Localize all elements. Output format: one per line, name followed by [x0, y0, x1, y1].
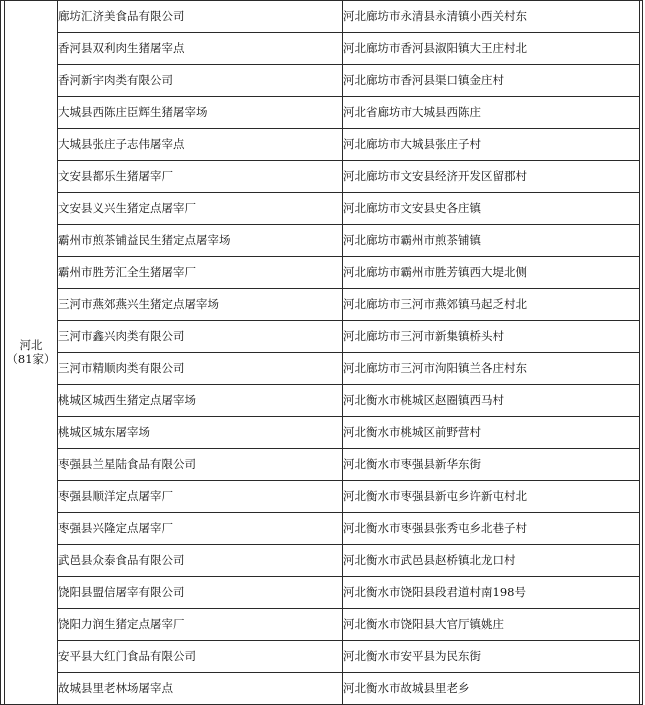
company-name-cell: 三河市精顺肉类有限公司: [58, 353, 343, 385]
company-name-cell: 大城县西陈庄臣辉生猪屠宰场: [58, 97, 343, 129]
company-address-cell: 河北廊坊市香河县渠口镇金庄村: [343, 65, 640, 97]
table-row: [1, 1, 643, 33]
table-row: [1, 545, 643, 577]
table-row: [1, 417, 643, 449]
company-address-cell: 河北廊坊市文安县经济开发区留郡村: [343, 161, 640, 193]
table-row: [1, 641, 643, 673]
company-name-cell: 枣强县兴隆定点屠宰厂: [58, 513, 343, 545]
table-row: [1, 193, 643, 225]
table-row: [1, 513, 643, 545]
company-address-cell: 河北衡水市枣强县新华东街: [343, 449, 640, 481]
table-row: [1, 161, 643, 193]
company-name-cell: 枣强县顺洋定点屠宰厂: [58, 481, 343, 513]
company-name-cell: 文安县都乐生猪屠宰厂: [58, 161, 343, 193]
company-name-cell: 霸州市胜芳汇全生猪屠宰厂: [58, 257, 343, 289]
table-row: [1, 449, 643, 481]
company-address-cell: 河北衡水市故城县里老乡: [343, 673, 640, 705]
company-address-cell: 河北衡水市枣强县张秀屯乡北巷子村: [343, 513, 640, 545]
right-margin-cell: [640, 1, 643, 705]
company-address-cell: 河北廊坊市霸州市煎茶铺镇: [343, 225, 640, 257]
table-row: [1, 257, 643, 289]
company-address-cell: 河北廊坊市永清县永清镇小西关村东: [343, 1, 640, 33]
company-address-cell: 河北廊坊市香河县淑阳镇大王庄村北: [343, 33, 640, 65]
company-name-cell: 安平县大红门食品有限公司: [58, 641, 343, 673]
table-row: [1, 289, 643, 321]
company-name-cell: 霸州市煎茶铺益民生猪定点屠宰场: [58, 225, 343, 257]
company-name-cell: 文安县义兴生猪定点屠宰厂: [58, 193, 343, 225]
company-address-cell: 河北衡水市饶阳县大官厅镇姚庄: [343, 609, 640, 641]
table-row: [1, 65, 643, 97]
company-address-cell: 河北衡水市桃城区前野营村: [343, 417, 640, 449]
company-address-cell: 河北廊坊市大城县张庄子村: [343, 129, 640, 161]
company-name-cell: 故城县里老林场屠宰点: [58, 673, 343, 705]
company-name-cell: 大城县张庄子志伟屠宰点: [58, 129, 343, 161]
company-address-cell: 河北廊坊市三河市新集镇桥头村: [343, 321, 640, 353]
province-count: （81家）: [6, 351, 56, 366]
table-row: [1, 225, 643, 257]
province-cell: [5, 1, 58, 705]
table-row: [1, 97, 643, 129]
company-name-cell: 桃城区城西生猪定点屠宰场: [58, 385, 343, 417]
table-row: [1, 609, 643, 641]
company-name-cell: 三河市鑫兴肉类有限公司: [58, 321, 343, 353]
company-address-cell: 河北衡水市安平县为民东街: [343, 641, 640, 673]
company-address-cell: 河北衡水市桃城区赵圈镇西马村: [343, 385, 640, 417]
company-address-cell: 河北衡水市枣强县新屯乡许新屯村北: [343, 481, 640, 513]
company-address-cell: 河北省廊坊市大城县西陈庄: [343, 97, 640, 129]
company-address-cell: 河北廊坊市三河市燕郊镇马起乏村北: [343, 289, 640, 321]
table-row: [1, 385, 643, 417]
company-name-cell: 三河市燕郊燕兴生猪定点屠宰场: [58, 289, 343, 321]
province-name: 河北: [19, 337, 43, 352]
table-row: [1, 353, 643, 385]
company-name-cell: 饶阳县盟信屠宰有限公司: [58, 577, 343, 609]
table-row: [1, 481, 643, 513]
company-name-cell: 枣强县兰星陆食品有限公司: [58, 449, 343, 481]
table-row: [1, 321, 643, 353]
company-address-cell: 河北廊坊市三河市泃阳镇兰各庄村东: [343, 353, 640, 385]
company-address-cell: 河北廊坊市霸州市胜芳镇西大堤北侧: [343, 257, 640, 289]
company-address-cell: 河北衡水市饶阳县段君道村南198号: [343, 577, 640, 609]
company-name-cell: 桃城区城东屠宰场: [58, 417, 343, 449]
company-name-cell: 饶阳力润生猪定点屠宰厂: [58, 609, 343, 641]
company-name-cell: 武邑县众泰食品有限公司: [58, 545, 343, 577]
table-row: [1, 673, 643, 705]
company-name-cell: 香河新宇肉类有限公司: [58, 65, 343, 97]
company-address-cell: 河北廊坊市文安县史各庄镇: [343, 193, 640, 225]
company-name-cell: 廊坊汇济美食品有限公司: [58, 1, 343, 33]
company-name-cell: 香河县双利肉生猪屠宰点: [58, 33, 343, 65]
table-row: [1, 33, 643, 65]
table-row: [1, 577, 643, 609]
company-address-cell: 河北衡水市武邑县赵桥镇北龙口村: [343, 545, 640, 577]
table-row: [1, 129, 643, 161]
table-body: [1, 1, 643, 705]
